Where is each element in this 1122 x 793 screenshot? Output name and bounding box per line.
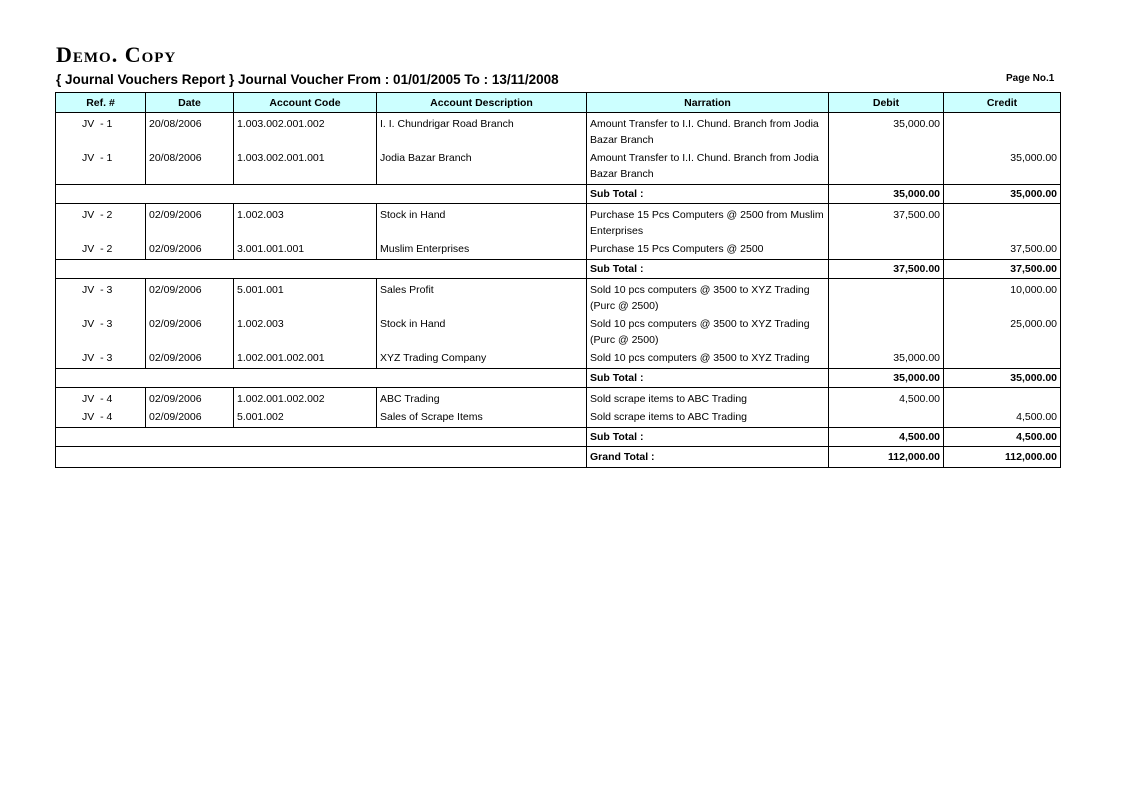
credit-cell: 4,500.00 bbox=[944, 408, 1061, 428]
journal-voucher-table bbox=[55, 92, 1061, 468]
account-code-cell: 1.002.001.002.002 bbox=[234, 388, 377, 409]
ref-cell: JV - 2 bbox=[56, 240, 146, 260]
subtotal-label: Sub Total : bbox=[587, 369, 829, 388]
subtotal-credit: 37,500.00 bbox=[944, 260, 1061, 279]
debit-cell: 35,000.00 bbox=[829, 349, 944, 369]
account-code-cell: 1.002.003 bbox=[234, 204, 377, 241]
column-header-ref: Ref. # bbox=[56, 93, 146, 113]
grand-total-debit: 112,000.00 bbox=[829, 447, 944, 468]
ref-cell: JV - 1 bbox=[56, 113, 146, 150]
narration-cell: Sold 10 pcs computers @ 3500 to XYZ Trading bbox=[587, 349, 829, 369]
narration-cell: Amount Transfer to I.I. Chund. Branch from Jodia Bazar Branch bbox=[587, 113, 829, 150]
subtotal-credit: 35,000.00 bbox=[944, 185, 1061, 204]
subtotal-row bbox=[56, 369, 1061, 388]
ref-cell: JV - 1 bbox=[56, 149, 146, 185]
subtotal-spacer bbox=[56, 260, 587, 279]
debit-cell: 35,000.00 bbox=[829, 113, 944, 150]
debit-cell bbox=[829, 279, 944, 316]
grand-total-spacer bbox=[56, 447, 587, 468]
narration-cell: Purchase 15 Pcs Computers @ 2500 bbox=[587, 240, 829, 260]
table-row bbox=[56, 240, 1061, 260]
column-header-account-description: Account Description bbox=[377, 93, 587, 113]
account-description-cell: ABC Trading bbox=[377, 388, 587, 409]
column-header-narration: Narration bbox=[587, 93, 829, 113]
date-cell: 02/09/2006 bbox=[146, 408, 234, 428]
narration-cell: Sold scrape items to ABC Trading bbox=[587, 388, 829, 409]
subtotal-debit: 37,500.00 bbox=[829, 260, 944, 279]
header-row bbox=[56, 93, 1061, 113]
account-description-cell: Sales Profit bbox=[377, 279, 587, 316]
debit-cell bbox=[829, 408, 944, 428]
subtotal-label: Sub Total : bbox=[587, 428, 829, 447]
report-body bbox=[56, 113, 1061, 468]
subtotal-debit: 35,000.00 bbox=[829, 185, 944, 204]
account-description-cell: Stock in Hand bbox=[377, 204, 587, 241]
ref-cell: JV - 3 bbox=[56, 315, 146, 349]
debit-cell: 4,500.00 bbox=[829, 388, 944, 409]
column-header-credit: Credit bbox=[944, 93, 1061, 113]
ref-cell: JV - 3 bbox=[56, 349, 146, 369]
account-code-cell: 1.002.001.002.001 bbox=[234, 349, 377, 369]
debit-cell bbox=[829, 149, 944, 185]
company-name: Demo. Copy bbox=[56, 42, 177, 67]
subtotal-debit: 35,000.00 bbox=[829, 369, 944, 388]
table-row bbox=[56, 408, 1061, 428]
date-cell: 02/09/2006 bbox=[146, 204, 234, 241]
date-cell: 02/09/2006 bbox=[146, 388, 234, 409]
page-number: Page No.1 bbox=[1006, 73, 1055, 84]
date-cell: 02/09/2006 bbox=[146, 349, 234, 369]
debit-cell: 37,500.00 bbox=[829, 204, 944, 241]
date-cell: 02/09/2006 bbox=[146, 240, 234, 260]
subtotal-spacer bbox=[56, 428, 587, 447]
account-description-cell: Jodia Bazar Branch bbox=[377, 149, 587, 185]
narration-cell: Sold scrape items to ABC Trading bbox=[587, 408, 829, 428]
account-code-cell: 5.001.001 bbox=[234, 279, 377, 316]
account-description-cell: Stock in Hand bbox=[377, 315, 587, 349]
credit-cell bbox=[944, 113, 1061, 150]
ref-cell: JV - 3 bbox=[56, 279, 146, 316]
table-row bbox=[56, 149, 1061, 185]
narration-cell: Sold 10 pcs computers @ 3500 to XYZ Trading (Purc @ 2500) bbox=[587, 315, 829, 349]
date-cell: 02/09/2006 bbox=[146, 279, 234, 316]
subtotal-spacer bbox=[56, 369, 587, 388]
account-code-cell: 5.001.002 bbox=[234, 408, 377, 428]
credit-cell: 10,000.00 bbox=[944, 279, 1061, 316]
narration-cell: Amount Transfer to I.I. Chund. Branch from Jodia Bazar Branch bbox=[587, 149, 829, 185]
grand-total-label: Grand Total : bbox=[587, 447, 829, 468]
debit-cell bbox=[829, 315, 944, 349]
grand-total-credit: 112,000.00 bbox=[944, 447, 1061, 468]
table-row bbox=[56, 113, 1061, 150]
debit-cell bbox=[829, 240, 944, 260]
ref-cell: JV - 4 bbox=[56, 388, 146, 409]
narration-cell: Sold 10 pcs computers @ 3500 to XYZ Trading (Purc @ 2500) bbox=[587, 279, 829, 316]
table-row bbox=[56, 279, 1061, 316]
account-code-cell: 1.002.003 bbox=[234, 315, 377, 349]
account-code-cell: 3.001.001.001 bbox=[234, 240, 377, 260]
table-row bbox=[56, 388, 1061, 409]
grand-total-row bbox=[56, 447, 1061, 468]
credit-cell: 35,000.00 bbox=[944, 149, 1061, 185]
subtotal-credit: 35,000.00 bbox=[944, 369, 1061, 388]
report-title: { Journal Vouchers Report } Journal Voucher From : 01/01/2005 To : 13/11/2008 bbox=[56, 72, 559, 87]
column-header-date: Date bbox=[146, 93, 234, 113]
narration-cell: Purchase 15 Pcs Computers @ 2500 from Muslim Enterprises bbox=[587, 204, 829, 241]
date-cell: 20/08/2006 bbox=[146, 149, 234, 185]
subtotal-row bbox=[56, 185, 1061, 204]
account-description-cell: I. I. Chundrigar Road Branch bbox=[377, 113, 587, 150]
table-row bbox=[56, 204, 1061, 241]
column-header-account-code: Account Code bbox=[234, 93, 377, 113]
ref-cell: JV - 4 bbox=[56, 408, 146, 428]
subtotal-spacer bbox=[56, 185, 587, 204]
subtotal-credit: 4,500.00 bbox=[944, 428, 1061, 447]
credit-cell: 25,000.00 bbox=[944, 315, 1061, 349]
ref-cell: JV - 2 bbox=[56, 204, 146, 241]
credit-cell bbox=[944, 388, 1061, 409]
account-description-cell: XYZ Trading Company bbox=[377, 349, 587, 369]
account-description-cell: Muslim Enterprises bbox=[377, 240, 587, 260]
credit-cell bbox=[944, 349, 1061, 369]
date-cell: 20/08/2006 bbox=[146, 113, 234, 150]
subtotal-label: Sub Total : bbox=[587, 260, 829, 279]
subtotal-row bbox=[56, 428, 1061, 447]
table-row bbox=[56, 315, 1061, 349]
subtotal-debit: 4,500.00 bbox=[829, 428, 944, 447]
account-code-cell: 1.003.002.001.001 bbox=[234, 149, 377, 185]
column-header-debit: Debit bbox=[829, 93, 944, 113]
account-code-cell: 1.003.002.001.002 bbox=[234, 113, 377, 150]
subtotal-label: Sub Total : bbox=[587, 185, 829, 204]
account-description-cell: Sales of Scrape Items bbox=[377, 408, 587, 428]
subtotal-row bbox=[56, 260, 1061, 279]
credit-cell bbox=[944, 204, 1061, 241]
credit-cell: 37,500.00 bbox=[944, 240, 1061, 260]
table-row bbox=[56, 349, 1061, 369]
date-cell: 02/09/2006 bbox=[146, 315, 234, 349]
